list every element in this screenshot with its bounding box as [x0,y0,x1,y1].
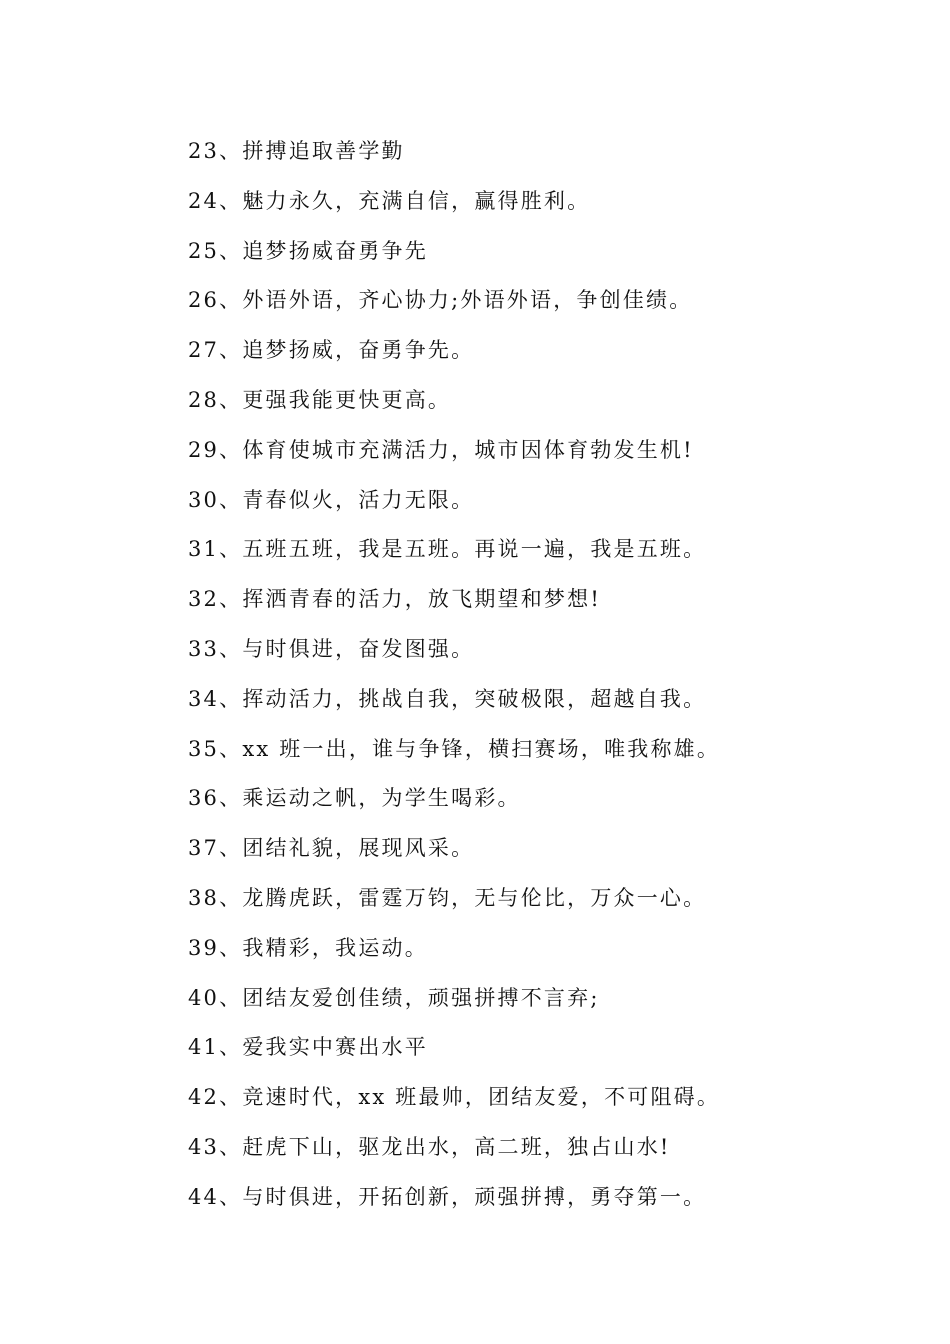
slogan-line-25: 25、追梦扬威奋勇争先 [188,238,428,263]
slogan-line-43: 43、赶虎下山，驱龙出水，高二班，独占山水! [188,1134,671,1159]
slogan-line-42: 42、竞速时代，xx 班最帅，团结友爱，不可阻碍。 [188,1085,721,1110]
slogan-line-41: 41、爱我实中赛出水平 [188,1035,428,1060]
slogan-line-35: 35、xx 班一出，谁与争锋，横扫赛场，唯我称雄。 [188,736,721,761]
slogan-line-44: 44、与时俱进，开拓创新，顽强拼搏，勇夺第一。 [188,1184,707,1209]
slogan-line-27: 27、追梦扬威，奋勇争先。 [188,338,475,363]
slogan-line-36: 36、乘运动之帆，为学生喝彩。 [188,786,521,811]
slogan-line-34: 34、挥动活力，挑战自我，突破极限，超越自我。 [188,686,707,711]
slogan-line-37: 37、团结礼貌，展现风采。 [188,836,475,861]
slogan-line-30: 30、青春似火，活力无限。 [188,487,475,512]
slogan-line-26: 26、外语外语，齐心协力;外语外语，争创佳绩。 [188,288,693,313]
slogan-line-31: 31、五班五班，我是五班。再说一遍，我是五班。 [188,537,707,562]
slogan-list [188,132,908,1228]
slogan-line-24: 24、魅力永久，充满自信，赢得胜利。 [188,188,591,213]
slogan-line-40: 40、团结友爱创佳绩，顽强拼搏不言弃; [188,985,600,1010]
slogan-line-29: 29、体育使城市充满活力，城市因体育勃发生机! [188,437,694,462]
slogan-line-28: 28、更强我能更快更高。 [188,387,452,412]
slogan-line-32: 32、挥洒青春的活力，放飞期望和梦想! [188,587,601,612]
slogan-line-38: 38、龙腾虎跃，雷霆万钧，无与伦比，万众一心。 [188,885,707,910]
slogan-line-23: 23、拼搏追取善学勤 [188,139,405,163]
slogan-line-33: 33、与时俱进，奋发图强。 [188,636,475,661]
slogan-line-39: 39、我精彩，我运动。 [188,935,428,960]
